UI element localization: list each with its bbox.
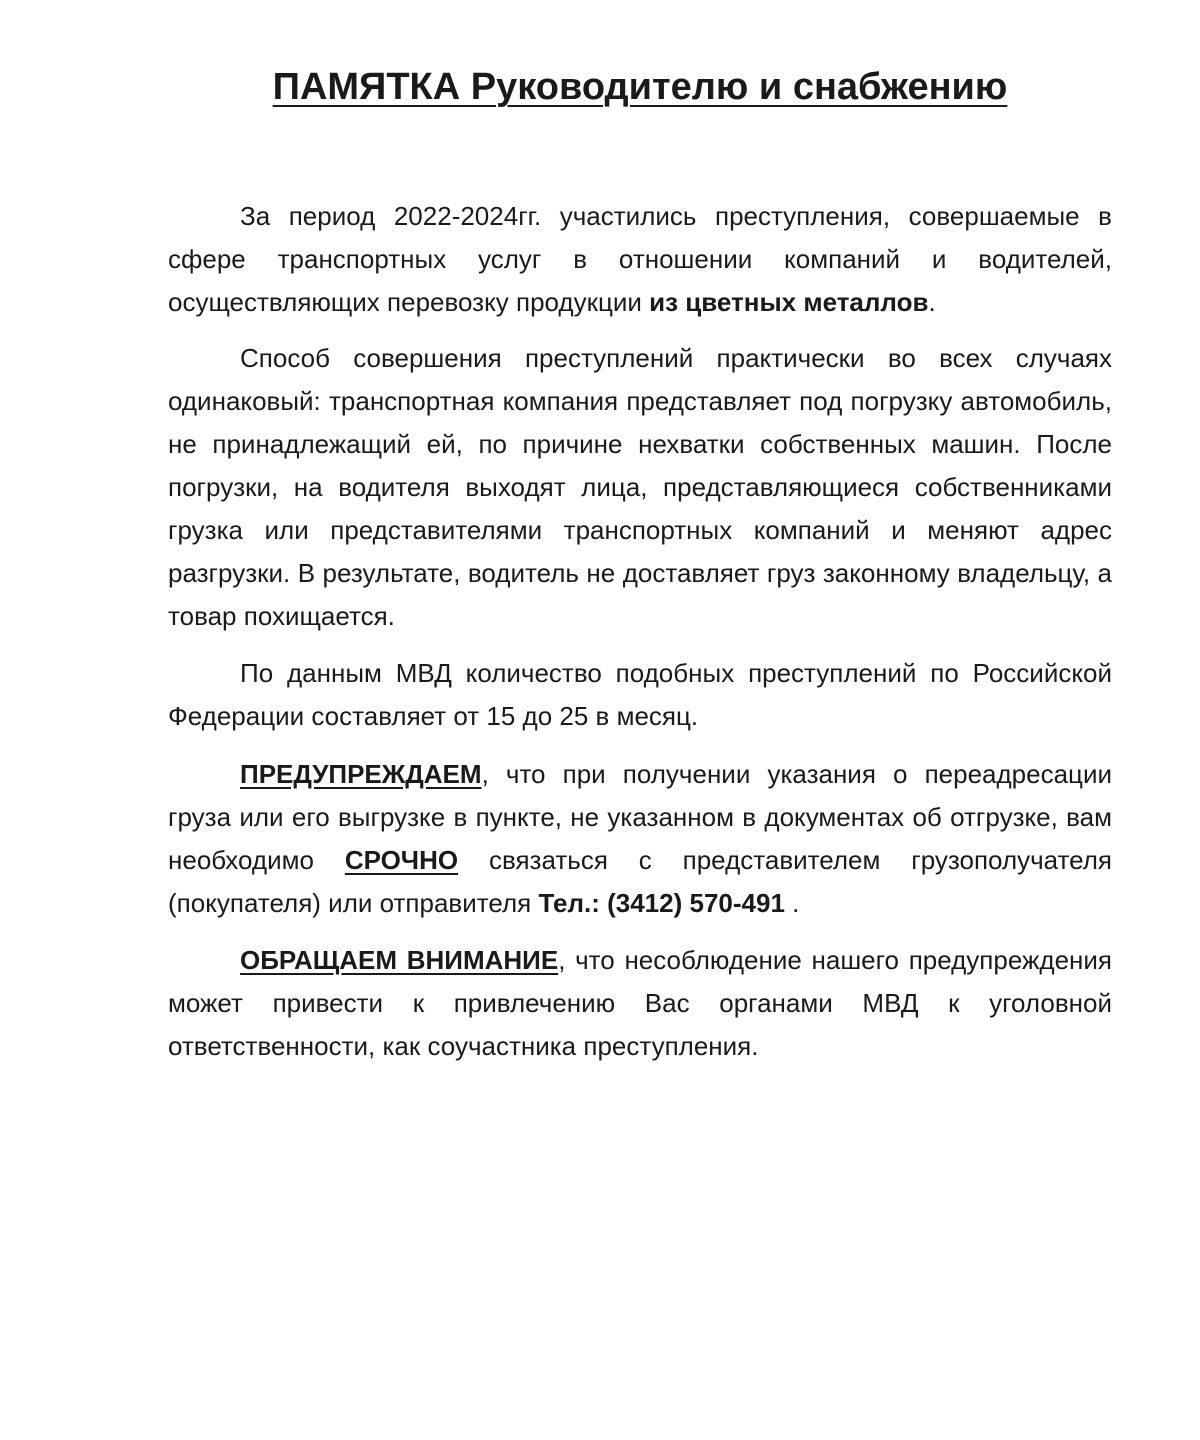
paragraph-warning [168,753,1112,925]
paragraph-attention [168,939,1112,1068]
document-body [168,195,1112,1081]
contact-phone: Тел.: (3412) 570-491 [538,888,785,918]
page-title: ПАМЯТКА Руководителю и снабжению [272,66,1008,108]
warning-text: , что при получении указания о переадресации груза или его выгрузке в пункте, не указанном в документах об отгрузке, вам необходимо [168,759,1112,875]
paragraph-statistics [168,652,1112,738]
paragraph-period-text: За период 2022-2024гг. участились преступления, совершаемые в сфере транспортных услуг в отношении компаний и водителей, осуществляющих перевозку продукции [168,201,1112,317]
paragraph-statistics-text: По данным МВД количество подобных преступлений по Российской Федерации составляет от 15 до 25 в месяц. [168,658,1112,731]
attention-text: , что несоблюдение нашего предупреждения может привести к привлечению Вас органами МВД к уголовной ответственности, как соучастника преступления. [168,945,1112,1061]
warning-end: . [784,888,800,918]
non-ferrous-metals-emphasis: из цветных металлов [649,287,929,317]
warning-lead: ПРЕДУПРЕЖДАЕМ [240,759,482,789]
paragraph-method-text: Способ совершения преступлений практически во всех случаях одинаковый: транспортная компания представляет под погрузку автомобиль, не принадлежащий ей, по причине нехватки собственных машин. После погрузки, на водителя выходят лица, представляющиеся собственниками грузка или представителями транспортных компаний и меняют адрес разгрузки. В результате, водитель не доставляет груз законному владельцу, а товар похищается. [168,343,1112,631]
urgent-emphasis: СРОЧНО [344,845,459,875]
paragraph-method [168,337,1112,638]
attention-lead: ОБРАЩАЕМ ВНИМАНИЕ [240,945,559,975]
paragraph-period-end: . [928,287,936,317]
paragraph-period [168,195,1112,324]
warning-text-contact: связаться с представителем грузополучателя (покупателя) или отправителя [168,845,1113,918]
